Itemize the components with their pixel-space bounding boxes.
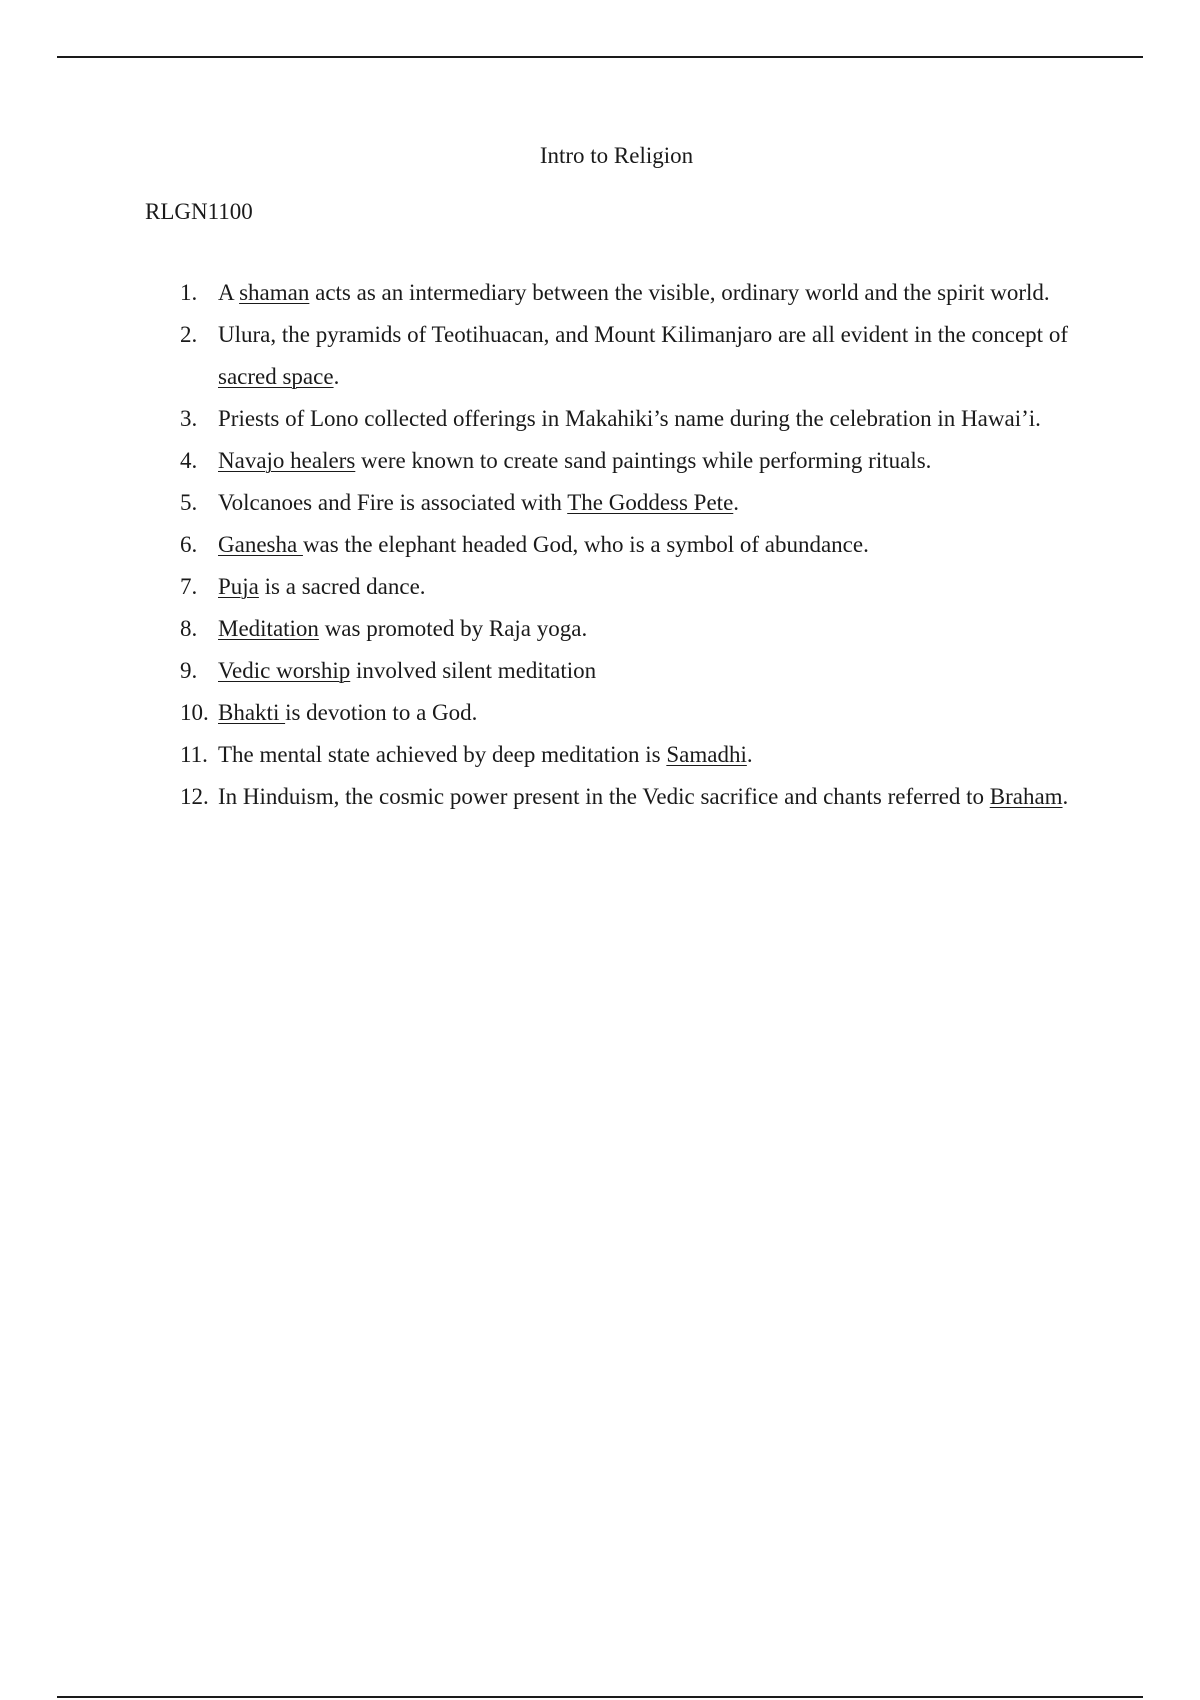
question-number: 10. (180, 700, 209, 725)
question-number: 8. (180, 616, 198, 641)
question-text: Volcanoes and Fire is associated with (218, 490, 568, 515)
bottom-rule (57, 1696, 1143, 1698)
question-item (180, 566, 1100, 608)
answer-term: Braham (989, 784, 1063, 809)
question-item (180, 524, 1100, 566)
answer-term: The Goddess Pete (567, 490, 734, 515)
question-item (180, 314, 1100, 398)
question-text: In Hinduism, the cosmic power present in the Vedic sacrifice and chants referred to (218, 784, 990, 809)
answer-term: Samadhi (666, 742, 747, 767)
question-list (180, 272, 1100, 818)
question-number: 12. (180, 784, 209, 809)
question-number: 2. (180, 322, 198, 347)
question-number: 3. (180, 406, 198, 431)
question-text: were known to create sand paintings while performing rituals. (355, 448, 932, 473)
top-rule (57, 56, 1143, 58)
answer-term: Bhakti (218, 700, 286, 725)
question-number: 4. (180, 448, 198, 473)
answer-term: Meditation (218, 616, 319, 641)
question-number: 11. (180, 742, 208, 767)
question-text: acts as an intermediary between the visible, ordinary world and the spirit world. (309, 280, 1050, 305)
question-text: The mental state achieved by deep meditation is (218, 742, 667, 767)
answer-term: Vedic worship (218, 658, 351, 683)
question-text: was the elephant headed God, who is a symbol of abundance. (302, 532, 869, 557)
answer-term: Puja (218, 574, 259, 599)
question-text: was promoted by Raja yoga. (318, 616, 588, 641)
question-text: . (333, 364, 340, 389)
question-text: . (733, 490, 740, 515)
question-item (180, 776, 1100, 818)
question-item (180, 482, 1100, 524)
question-item (180, 692, 1100, 734)
question-item (180, 398, 1100, 440)
question-number: 1. (180, 280, 198, 305)
question-item (180, 650, 1100, 692)
question-text: involved silent meditation (350, 658, 597, 683)
question-item (180, 440, 1100, 482)
question-item (180, 272, 1100, 314)
question-number: 5. (180, 490, 198, 515)
question-item (180, 734, 1100, 776)
question-item (180, 608, 1100, 650)
question-number: 7. (180, 574, 198, 599)
question-text: is devotion to a God. (285, 700, 478, 725)
answer-term: Ganesha (218, 532, 303, 557)
answer-term: sacred space (218, 364, 334, 389)
question-text: Ulura, the pyramids of Teotihuacan, and Mount Kilimanjaro are all evident in the concept of (218, 322, 1068, 347)
question-text: A (218, 280, 240, 305)
question-number: 6. (180, 532, 198, 557)
answer-term: shaman (239, 280, 310, 305)
course-code: RLGN1100 (145, 199, 253, 224)
document-title: Intro to Religion (539, 143, 694, 168)
question-text: . (1062, 784, 1069, 809)
question-text: . (746, 742, 753, 767)
answer-term: Navajo healers (218, 448, 356, 473)
question-text: Priests of Lono collected offerings in Makahiki’s name during the celebration in Hawai’i. (218, 406, 1041, 431)
question-text: is a sacred dance. (258, 574, 426, 599)
question-number: 9. (180, 658, 198, 683)
